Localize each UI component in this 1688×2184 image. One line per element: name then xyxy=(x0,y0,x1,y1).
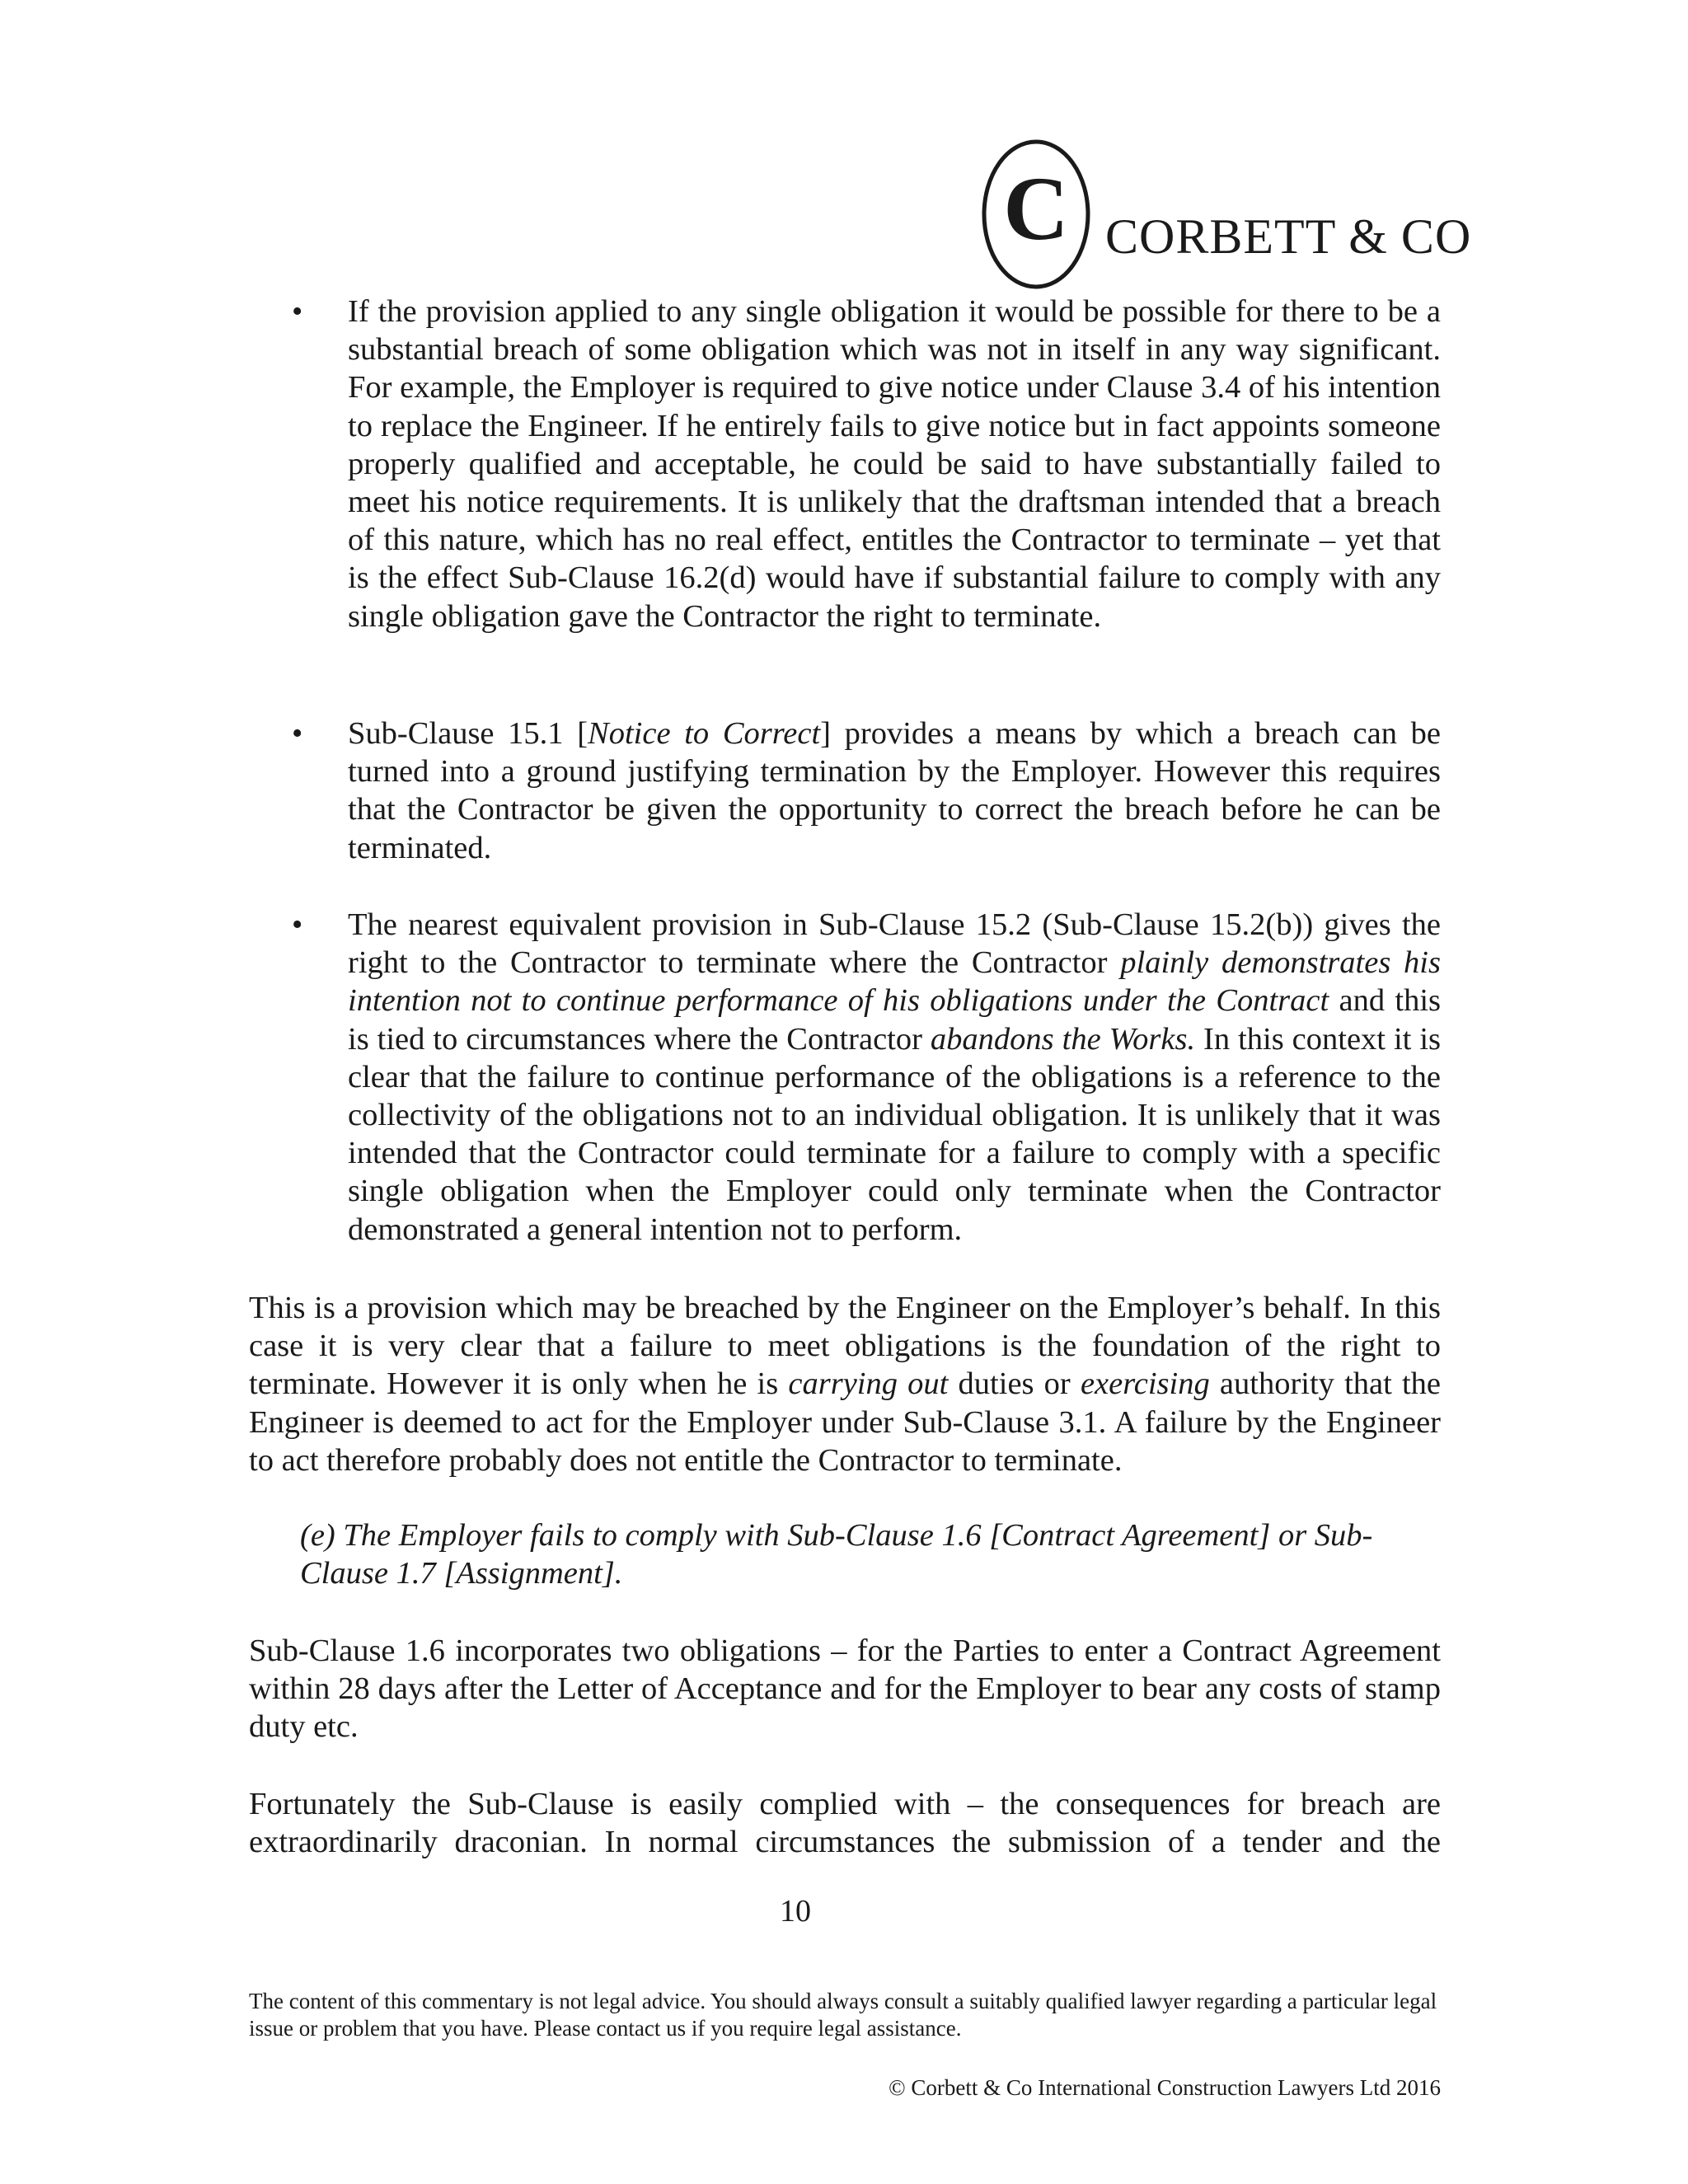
bullet-item xyxy=(249,906,1441,1249)
logo-letter: C xyxy=(1003,158,1069,259)
paragraph: Sub-Clause 1.6 incorporates two obligations – for the Parties to enter a Contract Agreement within 28 days after the Letter of Acceptance and for the Employer to bear any costs of stamp duty etc. xyxy=(249,1633,1441,1745)
bullet-item xyxy=(249,715,1441,867)
bullet-text: If the provision applied to any single obligation it would be possible for there to be a substantial breach of some obligation which was not in itself in any way significant. For example, the Employer is required to give notice under Clause 3.4 of his intention to replace the Engineer. If he entirely fails to give notice but in fact appoints someone properly qualified and acceptable, he could be said to have substantially failed to meet his notice requirements. It is unlikely that the draftsman intended that a breach of this nature, which has no real effect, entitles the Contractor to terminate – yet that is the effect Sub-Clause 16.2(d) would have if substantial failure to comply with any single obligation gave the Contractor the right to terminate. xyxy=(348,294,1441,634)
page-number: 10 xyxy=(780,1894,811,1929)
bullet-text: The nearest equivalent provision in Sub-Clause 15.2 (Sub-Clause 15.2(b)) gives the right to the Contractor to terminate where the Contractor plainly demonstrates his intention not to continue performance of his obligations under the Contract and this is tied to circumstances where the Contractor abandons the Works. In this context it is clear that the failure to continue performance of the obligations is a reference to the collectivity of the obligations not to an individual obligation. It is unlikely that it was intended that the Contractor could terminate for a failure to comply with a specific single obligation when the Employer could only terminate when the Contractor demonstrated a general intention not to perform. xyxy=(348,907,1442,1247)
copyright-notice: © Corbett & Co International Construction Lawyers Ltd 2016 xyxy=(889,2075,1441,2100)
logo-text: CORBETT & CO xyxy=(1105,209,1472,264)
bullet-marker: • xyxy=(292,294,303,329)
bullet-marker: • xyxy=(292,716,303,751)
bullet-item xyxy=(249,293,1441,635)
bullet-marker: • xyxy=(292,907,303,942)
paragraph: This is a provision which may be breached by the Engineer on the Employer’s behalf. In this case it is very clear that a failure to meet obligations is the foundation of the right to terminate. However it is only when he is carrying out duties or exercising authority that the Engineer is deemed to act for the Employer under Sub-Clause 3.1. A failure by the Engineer to act therefore probably does not entitle the Contractor to terminate. xyxy=(249,1291,1442,1478)
clause-heading: (e) The Employer fails to comply with Sub-Clause 1.6 [Contract Agreement] or Sub-Clause 1.7 [Assignment]. xyxy=(300,1518,1373,1591)
document-body xyxy=(249,0,1441,1896)
bullet-text: Sub-Clause 15.1 [Notice to Correct] provides a means by which a breach can be turned into a ground justifying termination by the Employer. However this requires that the Contractor be given the opportunity to correct the breach before he can be terminated. xyxy=(348,716,1441,865)
legal-disclaimer: The content of this commentary is not legal advice. You should always consult a suitably qualified lawyer regarding a particular legal issue or problem that you have. Please contact us if you require legal assistance. xyxy=(249,1989,1437,2041)
paragraph: Fortunately the Sub-Clause is easily complied with – the consequences for breach are extraordinarily draconian. In normal circumstances the submission of a tender and the xyxy=(249,1787,1441,1860)
